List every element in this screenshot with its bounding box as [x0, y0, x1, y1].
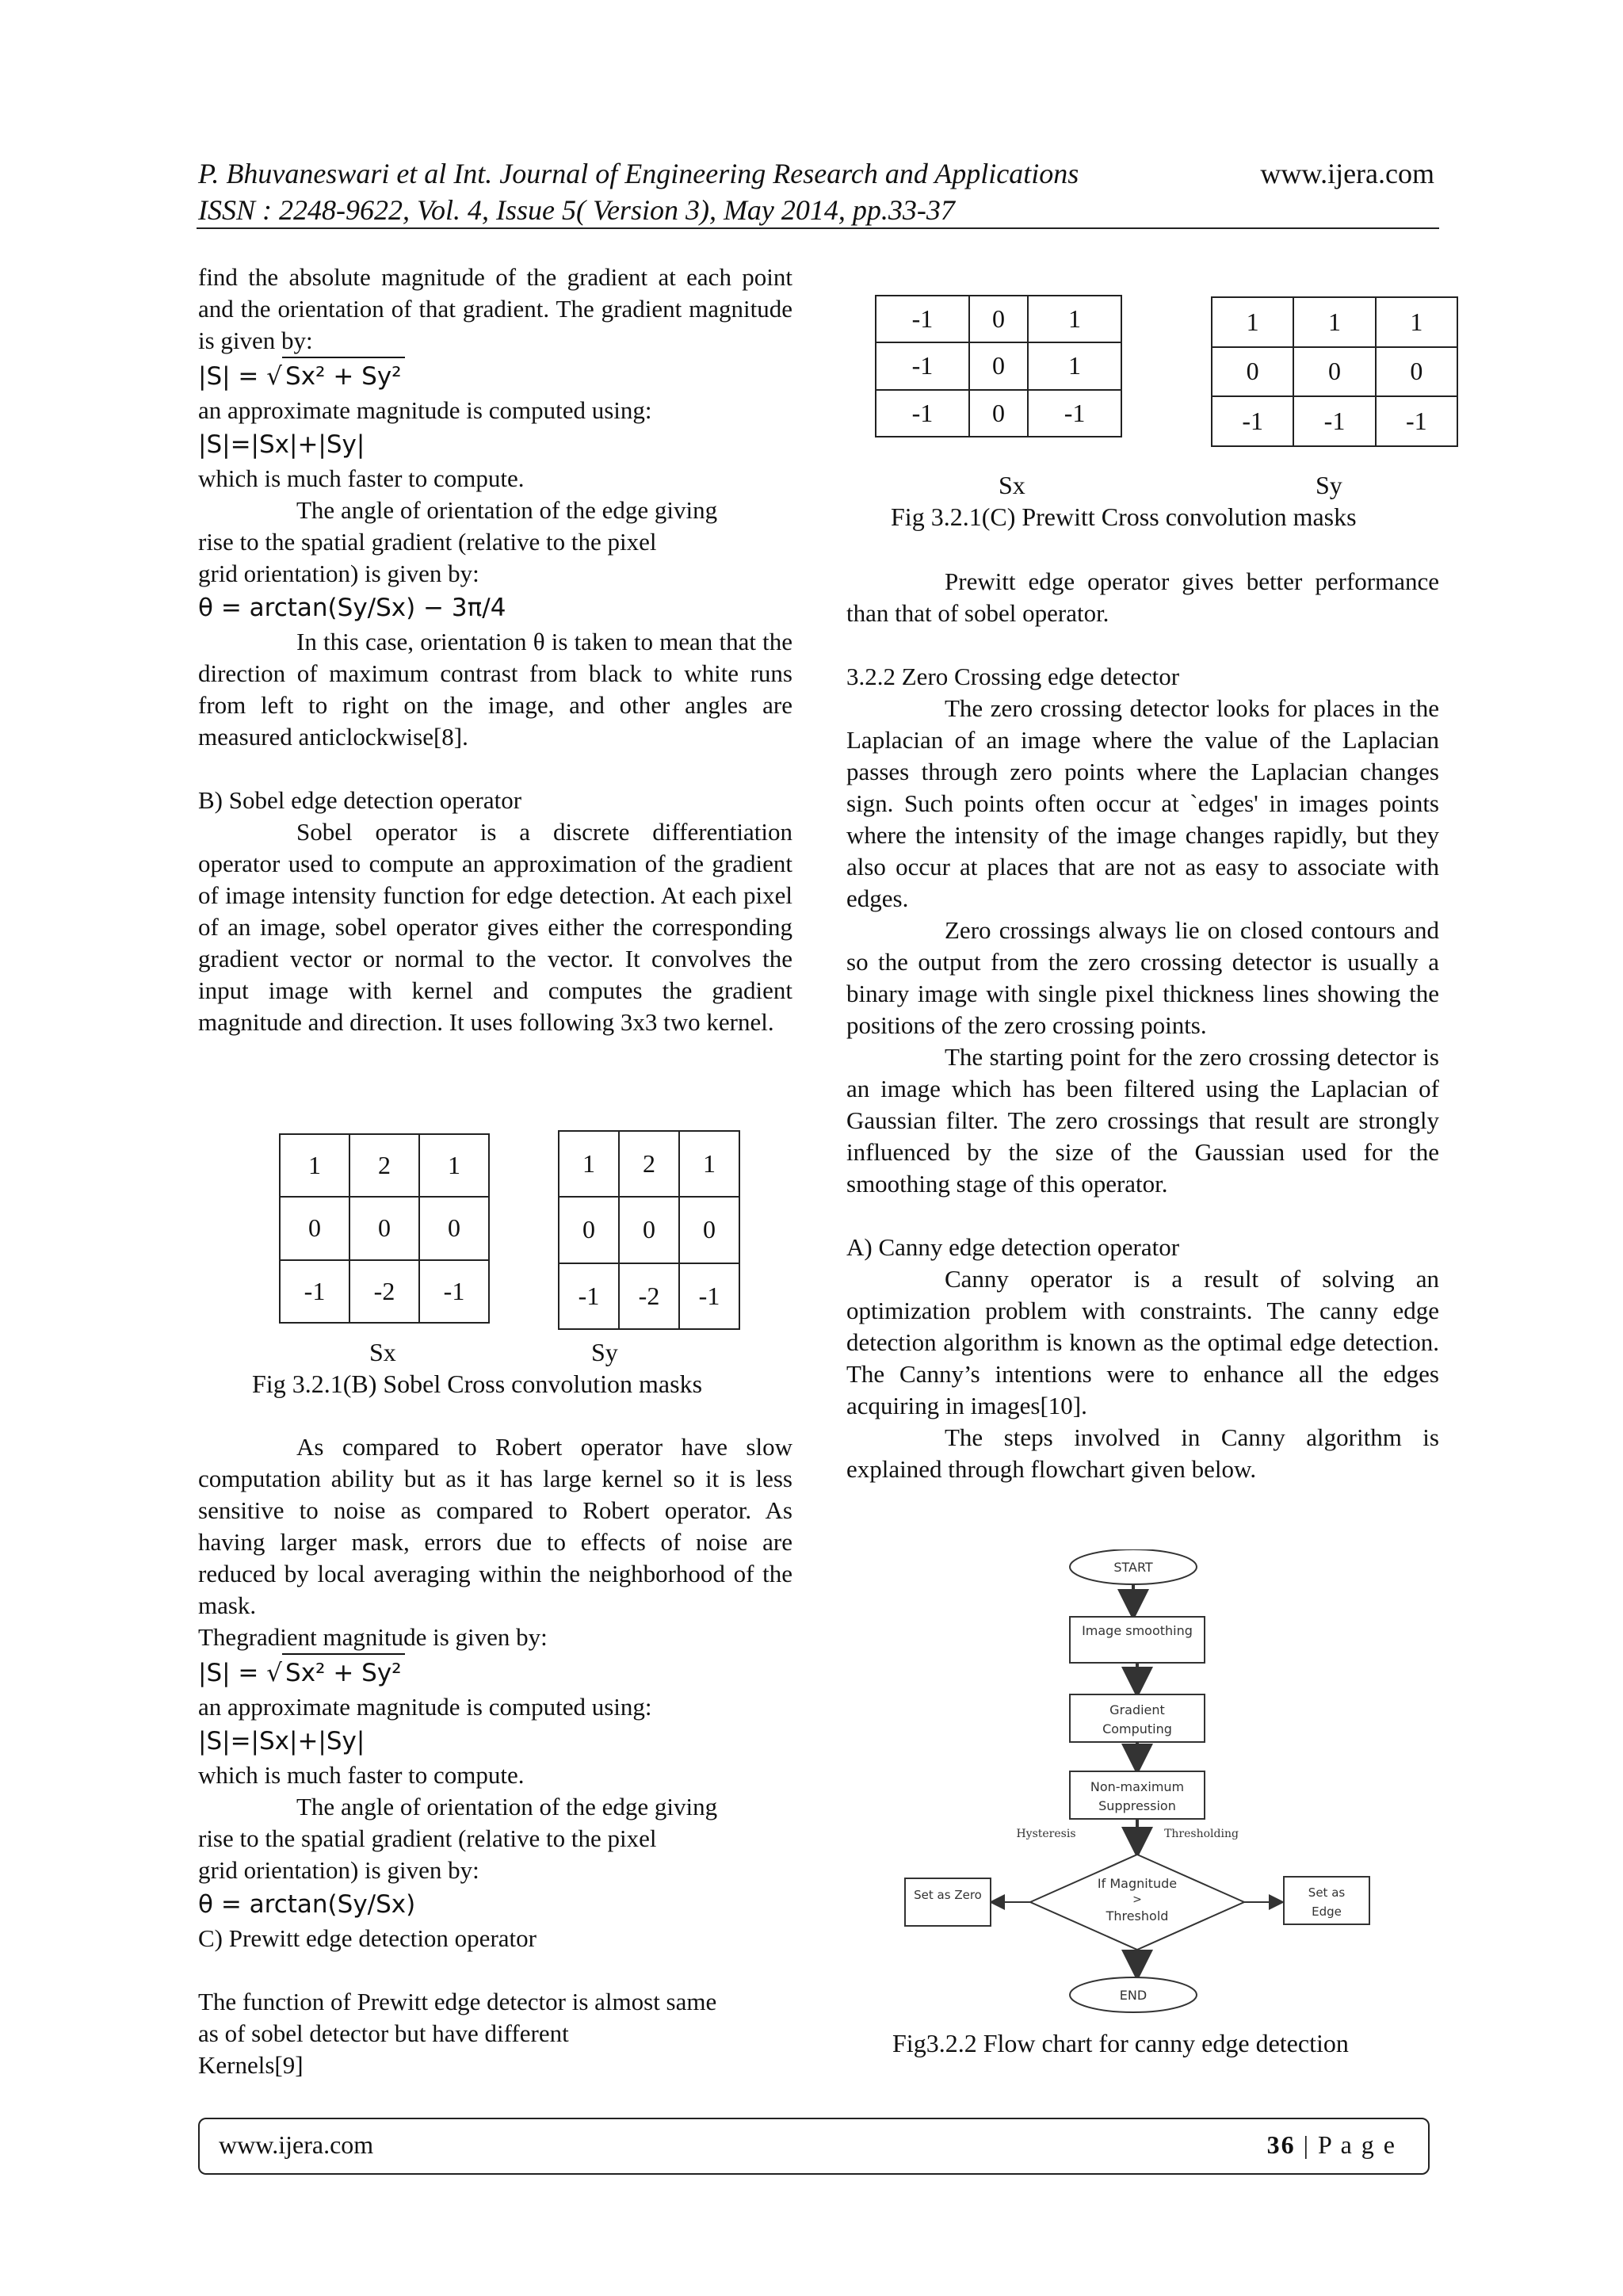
sobel-sx-cell: 1 [280, 1134, 349, 1197]
prewitt-sx-cell: 1 [1028, 296, 1121, 342]
paragraph: Kernels[9] [198, 2051, 304, 2079]
right-column [846, 566, 1439, 1485]
sobel-sy-cell: -1 [679, 1263, 739, 1329]
sobel-sy-row [559, 1131, 739, 1197]
prewitt-sx-cell: -1 [876, 296, 969, 342]
footer-site[interactable]: www.ijera.com [219, 2130, 374, 2159]
paragraph: grid orientation) is given by: [198, 560, 479, 587]
paragraph: In this case, orientation θ is taken to mean that the direction of maximum contrast from black to white runs from left to right on the image, and other angles are measured anticlockwise[8]. [198, 628, 792, 751]
paragraph: Canny operator is a result of solving an optimization problem with constraints. The canny edge detection algorithm is known as the optimal edge detection. The Canny’s intentions were to enhance all the edges acquiring in images[10]. [846, 1265, 1439, 1419]
formula-approx-2: |S|=|Sx|+|Sy| [198, 1727, 365, 1755]
prewitt-sy-cell: 1 [1293, 297, 1375, 347]
paragraph: Thegradient magnitude is given by: [198, 1623, 548, 1651]
prewitt-sy-cell: -1 [1293, 396, 1375, 446]
prewitt-sx-cell: 0 [969, 390, 1028, 437]
paragraph: Zero crossings always lie on closed contours and so the output from the zero crossing detector is usually a binary image with single pixel thickness lines showing the positions of the zero crossing points. [846, 916, 1439, 1039]
sobel-sy-cell: 0 [559, 1197, 619, 1263]
prewitt-sy-cell: 0 [1212, 347, 1293, 397]
prewitt-sy-cell: 0 [1376, 347, 1457, 397]
formula-angle: θ = arctan(Sy/Sx) − 3π/4 [198, 594, 506, 622]
paragraph: The starting point for the zero crossing detector is an image which has been filtered using the Laplacian of Gaussian filter. The zero crossings that result are strongly influenced by the size of the Gaussian used for the smoothing stage of this operator. [846, 1043, 1439, 1198]
header-line-2: ISSN : 2248-9622, Vol. 4, Issue 5( Version 3), May 2014, pp.33-37 [198, 194, 955, 226]
sobel-sy-row [559, 1197, 739, 1263]
sobel-sx-cell: 0 [280, 1197, 349, 1259]
nms-label-1: Non-maximum [1090, 1779, 1185, 1794]
header-site[interactable]: www.ijera.com [1260, 158, 1434, 189]
prewitt-sy-cell: -1 [1212, 396, 1293, 446]
prewitt-sy-cell: 1 [1376, 297, 1457, 347]
journal-header [198, 155, 1079, 228]
section-heading-prewitt: C) Prewitt edge detection operator [198, 1924, 537, 1952]
sobel-sy-cell: 2 [619, 1131, 679, 1197]
paragraph: an approximate magnitude is computed using: [198, 1693, 652, 1721]
prewitt-sx-row [876, 296, 1121, 342]
sobel-sx-cell: -2 [349, 1260, 419, 1323]
sobel-sy-row [559, 1263, 739, 1329]
sobel-sx-label: Sx [369, 1338, 396, 1366]
sobel-sx-row [280, 1197, 489, 1259]
set-zero-box [905, 1878, 991, 1926]
paragraph: grid orientation) is given by: [198, 1856, 479, 1884]
flowchart-caption: Fig3.2.2 Flow chart for canny edge detection [892, 2029, 1349, 2057]
prewitt-sy-cell: 1 [1212, 297, 1293, 347]
paragraph: The steps involved in Canny algorithm is explained through flowchart given below. [846, 1423, 1439, 1483]
gradient-label-1: Gradient [1109, 1702, 1165, 1717]
set-edge-label-2: Edge [1312, 1904, 1342, 1919]
paragraph: The function of Prewitt edge detector is almost same [198, 1988, 717, 2015]
canny-flowchart [896, 1549, 1387, 2025]
smoothing-label: Image smoothing [1082, 1623, 1193, 1638]
sobel-sy-cell: -2 [619, 1263, 679, 1329]
sobel-sx-cell: 0 [419, 1197, 489, 1259]
end-label: END [1119, 1988, 1148, 2003]
prewitt-sx-row [876, 342, 1121, 389]
formula-angle-2: θ = arctan(Sy/Sx) [198, 1890, 416, 1919]
prewitt-sx-cell: 0 [969, 342, 1028, 389]
nms-label-2: Suppression [1098, 1798, 1176, 1813]
sobel-sx-cell: -1 [280, 1260, 349, 1323]
paragraph: as of sobel detector but have different [198, 2019, 569, 2047]
formula-approx: |S|=|Sx|+|Sy| [198, 430, 365, 459]
page-number [1267, 2130, 1396, 2160]
header-rule [197, 227, 1439, 229]
sobel-sy-cell: -1 [559, 1263, 619, 1329]
sobel-sx-row [280, 1134, 489, 1197]
sobel-sy-label: Sy [591, 1338, 618, 1366]
left-column-bottom [198, 1431, 792, 2081]
left-column-top [198, 262, 792, 1038]
prewitt-sx-label: Sx [999, 471, 1025, 499]
sobel-sy-cell: 1 [679, 1131, 739, 1197]
prewitt-sy-cell: -1 [1376, 396, 1457, 446]
sobel-sx-cell: -1 [419, 1260, 489, 1323]
prewitt-sy-row [1212, 297, 1457, 347]
sobel-sy-cell: 0 [679, 1197, 739, 1263]
decision-label-2: > [1132, 1893, 1142, 1906]
thresholding-label: Thresholding [1164, 1828, 1239, 1840]
sobel-sy-cell: 1 [559, 1131, 619, 1197]
paragraph: rise to the spatial gradient (relative to the pixel [198, 528, 657, 556]
prewitt-sy-cell: 0 [1293, 347, 1375, 397]
section-heading-sobel: B) Sobel edge detection operator [198, 786, 522, 814]
prewitt-sx-mask [875, 295, 1122, 437]
prewitt-sx-cell: -1 [1028, 390, 1121, 437]
sobel-caption: Fig 3.2.1(B) Sobel Cross convolution masks [252, 1370, 703, 1398]
header-line-1: P. Bhuvaneswari et al Int. Journal of Engineering Research and Applications [198, 158, 1079, 189]
sobel-sy-cell: 0 [619, 1197, 679, 1263]
sobel-sx-mask [279, 1133, 490, 1324]
prewitt-sx-row [876, 390, 1121, 437]
prewitt-caption: Fig 3.2.1(C) Prewitt Cross convolution masks [891, 502, 1357, 531]
page-separator: | [1295, 2130, 1318, 2159]
decision-label-3: Threshold [1106, 1908, 1169, 1924]
paragraph: an approximate magnitude is computed using: [198, 396, 652, 424]
paragraph: which is much faster to compute. [198, 1761, 525, 1789]
page-number-value: 36 [1266, 2130, 1296, 2159]
sobel-sx-row [280, 1260, 489, 1323]
gradient-label-2: Computing [1102, 1721, 1172, 1736]
prewitt-sy-row [1212, 347, 1457, 397]
prewitt-sy-row [1212, 396, 1457, 446]
prewitt-sy-mask [1211, 296, 1458, 447]
page-word: P a g e [1317, 2130, 1396, 2159]
paragraph: Sobel operator is a discrete differentiation operator used to compute an approximation of the gradient of image intensity function for edge detection. At each pixel of an image, sobel operator gives either the corresponding gradient vector or normal to the vector. It convolves the input image with kernel and computes the gradient magnitude and direction. It uses following 3x3 two kernel. [198, 818, 792, 1036]
paragraph: rise to the spatial gradient (relative to the pixel [198, 1824, 657, 1852]
paragraph: The zero crossing detector looks for places in the Laplacian of an image where the value of the Laplacian passes through zero points where the Laplacian changes sign. Such points often occur at `edges' in images points where the intensity of the image changes rapidly, but they also occur at places that are not as easy to associate with edges. [846, 694, 1439, 912]
page-footer [198, 2118, 1430, 2175]
prewitt-sy-label: Sy [1316, 471, 1342, 499]
formula-magnitude: |S| = √ Sx² + Sy² [198, 357, 792, 395]
set-zero-label: Set as Zero [914, 1888, 982, 1902]
start-label: START [1113, 1560, 1153, 1575]
hysteresis-label: Hysteresis [1016, 1828, 1076, 1840]
prewitt-sx-cell: -1 [876, 390, 969, 437]
decision-label-1: If Magnitude [1097, 1876, 1178, 1891]
section-heading-canny: A) Canny edge detection operator [846, 1233, 1180, 1261]
sobel-sx-cell: 2 [349, 1134, 419, 1197]
paragraph: The angle of orientation of the edge giving [296, 496, 718, 524]
paragraph: Prewitt edge operator gives better performance than that of sobel operator. [846, 567, 1439, 627]
section-heading-zero-crossing: 3.2.2 Zero Crossing edge detector [846, 663, 1180, 690]
set-edge-label-1: Set as [1308, 1885, 1346, 1900]
prewitt-sx-cell: -1 [876, 342, 969, 389]
sobel-sx-cell: 1 [419, 1134, 489, 1197]
paragraph: find the absolute magnitude of the gradient at each point and the orientation of that gradient. The gradient magnitude is given by: [198, 263, 792, 354]
sobel-sy-mask [558, 1130, 740, 1330]
prewitt-sx-cell: 0 [969, 296, 1028, 342]
sobel-sx-cell: 0 [349, 1197, 419, 1259]
paragraph: As compared to Robert operator have slow computation ability but as it has large kernel so it is less sensitive to noise as compared to Robert operator. As having larger mask, errors due to effects of noise are reduced by local averaging within the neighborhood of the mask. [198, 1433, 792, 1619]
formula-magnitude-2: |S| = √ Sx² + Sy² [198, 1653, 792, 1691]
paragraph: which is much faster to compute. [198, 464, 525, 492]
prewitt-sx-cell: 1 [1028, 342, 1121, 389]
paragraph: The angle of orientation of the edge giving [296, 1793, 718, 1820]
